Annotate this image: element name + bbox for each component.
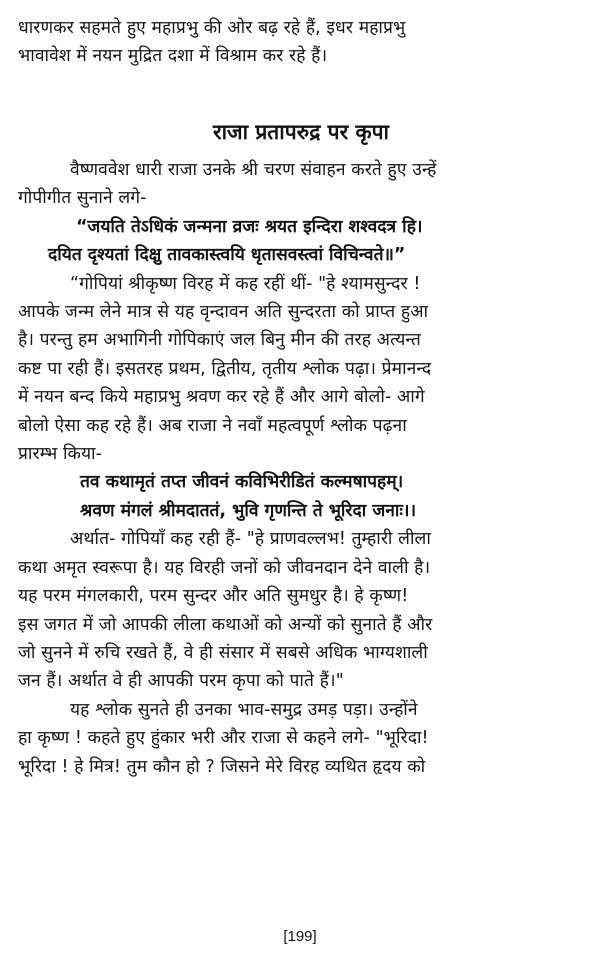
text-line: जो सुनने में रुचि रखते हैं, वे ही संसार में सबसे अधिक भाग्यशाली (18, 642, 428, 663)
page-number: [199] (283, 928, 317, 945)
text-line: यह परम मंगलकारी, परम सुन्दर और अति सुमधुर है। हे कृष्ण! (18, 586, 409, 607)
text-line: गोपीगीत सुनाने लगे- (18, 188, 147, 209)
text-line: “गोपियां श्रीकृष्ण विरह में कह रहीं थीं- "हे श्यामसुन्दर ! (70, 273, 421, 294)
text-line: प्रारम्भ किया- (18, 444, 103, 465)
text-line: में नयन बन्द किये महाप्रभु श्रवण कर रहे हैं और आगे बोलो- आगे (18, 387, 425, 408)
verse-line: श्रवण मंगलं श्रीमदाततं, भुवि गृणन्ति ते भूरिदा जनाः।। (80, 500, 417, 521)
verse-line: “जयति तेऽधिकं जन्मना व्रजः श्रयत इन्दिरा शश्वदत्र हि। (76, 216, 423, 237)
verse-line: तव कथामृतं तप्त जीवनं कविभिरीडितं कल्मषापहम्। (80, 472, 404, 493)
text-line: वैष्णववेश धारी राजा उनके श्री चरण संवाहन करते हुए उन्हें (70, 160, 437, 180)
text-line: भूरिदा ! हे मित्र! तुम कौन हो ? जिसने मेरे विरह व्यथित हृदय को (18, 756, 426, 777)
section-title: राजा प्रतापरुद्र पर कृपा (213, 120, 389, 144)
paragraph-1 (18, 156, 584, 781)
text-line: कथा अमृत स्वरूपा है। यह विरही जनों को जीवनदान देने वाली है। (18, 557, 431, 578)
text-line: बोलो ऐसा कह रहे हैं। अब राजा ने नवाँ महत्वपूर्ण श्लोक पढ़ना (18, 415, 407, 436)
text-line: अर्थात- गोपियाँ कह रही हैं- "हे प्राणवल्लभ! तुम्हारी लीला (70, 529, 431, 550)
text-line: इस जगत में जो आपकी लीला कथाओं को अन्यों को सुनाते हैं और (18, 614, 433, 635)
text-line: हा कृष्ण ! कहते हुए हुंकार भरी और राजा से कहने लगे- "भूरिदा! (18, 728, 429, 749)
book-page (18, 0, 584, 958)
verse-line: दयित दृश्यतां दिक्षु तावकास्त्वयि धृतासवस्त्वां विचिन्वते॥” (48, 245, 406, 266)
intro-paragraph (18, 14, 584, 71)
text-line: धारणकर सहमते हुए महाप्रभु की ओर बढ़ रहे हैं, इधर महाप्रभु (18, 18, 406, 38)
text-line: है। परन्तु हम अभागिनी गोपिकाएं जल बिनु मीन की तरह अत्यन्त (18, 330, 421, 351)
text-line: जन हैं। अर्थात वे ही आपकी परम कृपा को पाते हैं।" (18, 671, 344, 692)
text-line: भावावेश में नयन मुद्रित दशा में विश्राम कर रहे हैं। (18, 46, 328, 67)
text-line: आपके जन्म लेने मात्र से यह वृन्दावन अति सुन्दरता को प्राप्त हुआ (18, 302, 429, 323)
text-line: यह श्लोक सुनते ही उनका भाव-समुद्र उमड़ पड़ा। उन्होंने (70, 699, 418, 720)
text-line: कष्ट पा रही हैं। इसतरह प्रथम, द्वितीय, तृतीय श्लोक पढ़ा। प्रेमानन्द (18, 358, 432, 379)
